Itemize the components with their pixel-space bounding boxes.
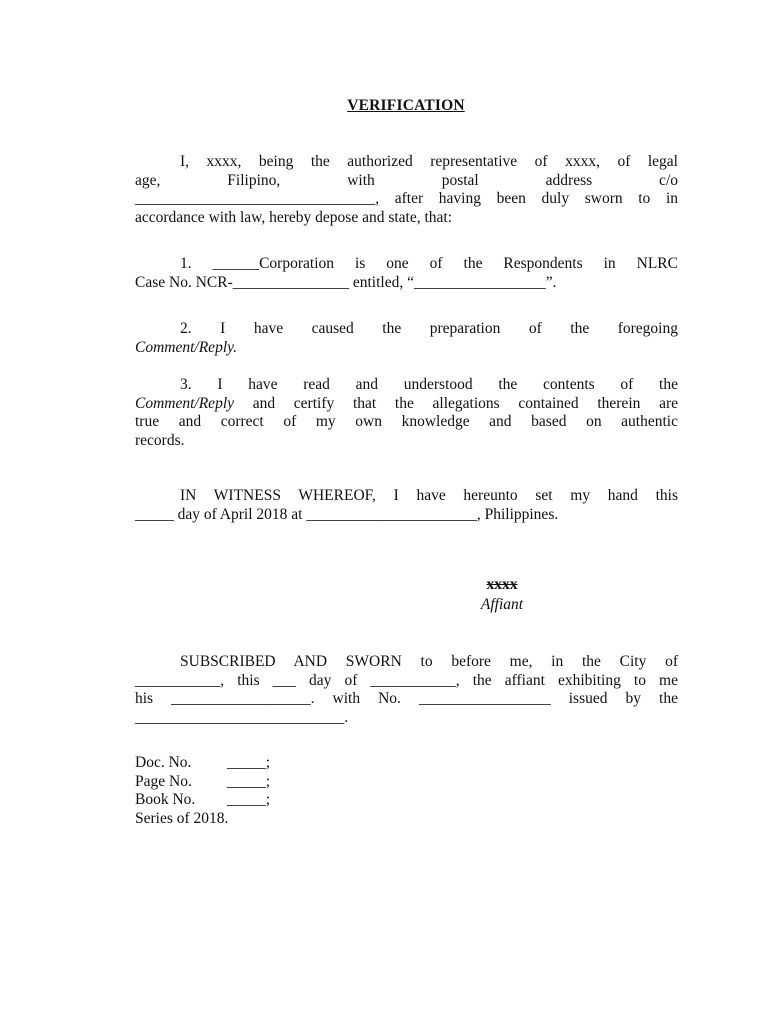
item-3-line-1: 3. I have read and understood the contents of the [180,376,678,393]
jurat-paragraph [135,653,678,727]
intro-line-2: age, Filipino, with postal address c/o [135,171,678,189]
intro-paragraph [135,153,678,227]
witness-paragraph [135,487,678,524]
doc-no-value: _____; [227,754,271,771]
item-3-line-4: records. [135,431,185,449]
item-1-line-1: 1. ______Corporation is one of the Respondents in NLRC [180,255,678,272]
page-no-row [135,773,270,792]
jurat-line-2: ___________, this ___ day of ___________, the affiant exhibiting to me [135,671,678,689]
page-no-label: Page No. [135,772,192,790]
item-2-paragraph [135,320,678,357]
item-3-line-3: true and correct of my own knowledge and based on authentic [135,413,678,430]
affiant-label: Affiant [480,596,524,613]
intro-line-3: _______________________________, after having been duly sworn to in [135,190,678,207]
affiant-name: xxxx [486,576,518,593]
book-no-label: Book No. [135,791,196,808]
witness-line-1: IN WITNESS WHEREOF, I have hereunto set my hand this [180,487,678,504]
series-text: Series of 2018. [135,809,229,827]
doc-no-row [135,754,270,773]
intro-line-4: accordance with law, hereby depose and state, that: [135,208,453,226]
notarial-register [135,754,270,828]
witness-line-2: _____ day of April 2018 at ______________________, Philippines. [135,505,559,523]
book-no-value: _____; [227,791,271,808]
page-no-value: _____; [227,772,271,790]
item-3-emphasis: Comment/Reply [135,394,235,412]
jurat-line-3: his __________________. with No. _________________ issued by the [135,690,678,707]
series-row [135,810,270,829]
item-2-line-1: 2. I have caused the preparation of the foregoing [180,320,678,337]
item-2-line-2: Comment/Reply. [135,338,238,356]
jurat-line-1: SUBSCRIBED AND SWORN to before me, in the City of [180,653,678,670]
item-1-line-2: Case No. NCR-_______________ entitled, “_________________”. [135,273,557,291]
document-title: VERIFICATION [347,97,465,114]
doc-no-label: Doc. No. [135,754,192,771]
item-3-paragraph [135,376,678,450]
item-3-line-2-rest: and certify that the allegations contained therein are [234,394,678,412]
item-3-line-2 [135,395,678,414]
item-1-paragraph [135,255,678,292]
intro-line-1: I, xxxx, being the authorized representative of xxxx, of legal [180,153,678,170]
book-no-row [135,791,270,810]
jurat-line-4: ___________________________. [135,708,349,726]
